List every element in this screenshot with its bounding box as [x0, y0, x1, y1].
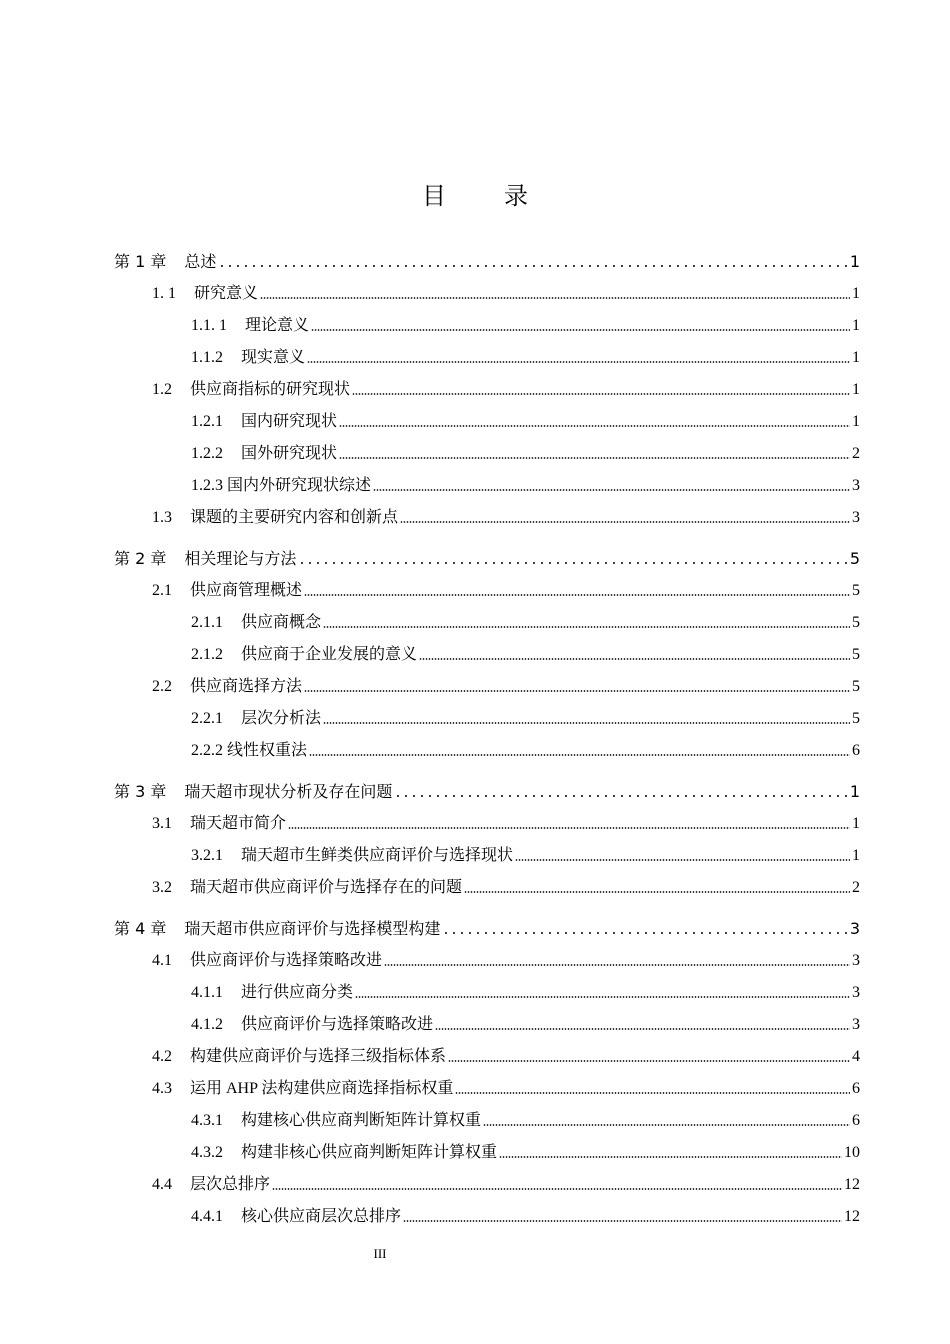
dot-leader [373, 488, 850, 492]
toc-entry-page: 2 [852, 445, 860, 462]
dot-leader [307, 360, 850, 364]
toc-section-entry[interactable] [152, 810, 860, 834]
toc-entry-page: 1 [852, 381, 860, 398]
dot-leader [499, 1155, 842, 1159]
dot-leader [442, 931, 847, 935]
toc-entry-page: 3 [852, 477, 860, 494]
toc-entry-number: 4.1 [152, 952, 172, 969]
toc-entry-title: 供应商选择方法 [190, 678, 303, 695]
toc-entry-label [114, 782, 392, 802]
toc-entry-title: 运用 AHP 法构建供应商选择指标权重 [190, 1080, 454, 1097]
toc-entry-page: 4 [852, 1048, 860, 1065]
toc-subsection-entry[interactable] [191, 1011, 860, 1035]
toc-entry-label [152, 380, 350, 400]
toc-chapter-entry[interactable] [114, 915, 860, 939]
title-char-2: 录 [504, 184, 528, 210]
toc-entry-label [152, 951, 382, 971]
dot-leader [355, 995, 850, 999]
page-number: III [373, 1246, 387, 1261]
toc-entry-page: 1 [852, 413, 860, 430]
toc-entry-number: 2.1 [152, 582, 172, 599]
dot-leader [288, 826, 850, 830]
dot-leader [403, 1219, 842, 1223]
toc-entry-label [114, 549, 296, 569]
toc-entry-title: 构建核心供应商判断矩阵计算权重 [241, 1112, 482, 1129]
toc-entry-number: 1.1.2 [191, 349, 223, 366]
toc-section-entry[interactable] [152, 1043, 860, 1067]
toc-entry-number: 4.3.1 [191, 1112, 223, 1129]
toc-section-entry[interactable] [152, 673, 860, 697]
toc-entry-number: 第 4 章 [114, 919, 167, 938]
toc-chapter-entry[interactable] [114, 248, 860, 272]
toc-entry-label [152, 814, 286, 834]
toc-subsection-entry[interactable] [191, 472, 860, 496]
toc-entry-title: 瑞天超市简介 [190, 815, 287, 832]
toc-entry-title: 层次分析法 [241, 710, 322, 727]
toc-subsection-entry[interactable] [191, 737, 860, 761]
toc-entry-label [152, 878, 462, 898]
toc-entry-number: 1.2.1 [191, 413, 223, 430]
title-char-1: 目 [422, 184, 446, 210]
toc-entry-title: 瑞天超市生鲜类供应商评价与选择现状 [241, 847, 514, 864]
toc-entry-label [191, 1143, 497, 1163]
toc-section-entry[interactable] [152, 1075, 860, 1099]
toc-entry-page: 1 [849, 782, 860, 801]
toc-entry-number: 第 3 章 [114, 782, 167, 801]
toc-entry-page: 3 [852, 509, 860, 526]
toc-entry-title: 总述 [184, 252, 217, 271]
toc-section-entry[interactable] [152, 280, 860, 304]
toc-entry-title: 构建供应商评价与选择三级指标体系 [190, 1048, 447, 1065]
toc-entry-title: 瑞天超市供应商评价与选择存在的问题 [190, 879, 463, 896]
toc-entry-label [191, 476, 371, 496]
toc-entry-page: 12 [844, 1176, 860, 1193]
toc-entry-label [191, 316, 309, 336]
toc-entry-label [152, 581, 302, 601]
toc-entry-label [191, 348, 305, 368]
toc-entry-label [152, 508, 398, 528]
toc-entry-page: 5 [852, 582, 860, 599]
toc-entry-label [152, 677, 302, 697]
toc-entry-page: 2 [852, 879, 860, 896]
toc-entry-page: 6 [852, 1080, 860, 1097]
toc-entry-number: 2.2.1 [191, 710, 223, 727]
toc-entry-title: 核心供应商层次总排序 [241, 1208, 402, 1225]
toc-entry-label [114, 919, 440, 939]
toc-entry-number: 1.2.2 [191, 445, 223, 462]
toc-entry-label [191, 709, 321, 729]
dot-leader [435, 1027, 850, 1031]
toc-entry-title: 理论意义 [245, 317, 310, 334]
toc-entry-title: 瑞天超市供应商评价与选择模型构建 [184, 919, 441, 938]
toc-entry-number: 1.2 [152, 381, 172, 398]
toc-entry-title: 研究意义 [194, 285, 259, 302]
toc-entry-number: 1.1. 1 [191, 317, 227, 334]
toc-entry-label [191, 645, 417, 665]
dot-leader [323, 625, 850, 629]
toc-subsection-entry[interactable] [191, 609, 860, 633]
toc-entry-label [152, 1175, 270, 1195]
dot-leader [339, 424, 850, 428]
toc-entry-label [152, 1047, 446, 1067]
toc-entry-number: 2.1.1 [191, 614, 223, 631]
toc-subsection-entry[interactable] [191, 1203, 860, 1227]
toc-entry-page: 1 [852, 349, 860, 366]
toc-section-entry[interactable] [152, 947, 860, 971]
toc-subsection-entry[interactable] [191, 1139, 860, 1163]
toc-entry-page: 1 [852, 317, 860, 334]
toc-entry-page: 1 [849, 252, 860, 271]
toc-entry-title: 供应商指标的研究现状 [190, 381, 351, 398]
toc-section-entry[interactable] [152, 1171, 860, 1195]
toc-subsection-entry[interactable] [191, 1107, 860, 1131]
toc-entry-label [152, 284, 258, 304]
toc-subsection-entry[interactable] [191, 842, 860, 866]
toc-entry-number: 4.4.1 [191, 1208, 223, 1225]
toc-entry-label [191, 1111, 481, 1131]
toc-entry-label [114, 252, 216, 272]
toc-entry-page: 6 [852, 742, 860, 759]
toc-subsection-entry[interactable] [191, 705, 860, 729]
dot-leader [483, 1123, 850, 1127]
dot-leader [304, 689, 850, 693]
toc-entry-page: 1 [852, 815, 860, 832]
toc-section-entry[interactable] [152, 577, 860, 601]
toc-entry-title: 1.2.3 国内外研究现状综述 [191, 477, 372, 494]
toc-entry-number: 1. 1 [152, 285, 176, 302]
toc-entry-label [191, 741, 307, 761]
toc-entry-title: 供应商评价与选择策略改进 [190, 952, 383, 969]
dot-leader [339, 456, 850, 460]
toc-entry-title: 相关理论与方法 [184, 549, 297, 568]
toc-entry-page: 12 [844, 1208, 860, 1225]
toc-subsection-entry[interactable] [191, 312, 860, 336]
toc-entry-page: 5 [852, 710, 860, 727]
toc-entry-page: 3 [849, 919, 860, 938]
dot-leader [260, 296, 850, 300]
toc-entry-number: 4.2 [152, 1048, 172, 1065]
toc-chapter-entry[interactable] [114, 545, 860, 569]
toc-entry-title: 国外研究现状 [241, 445, 338, 462]
toc-entry-label [191, 1015, 433, 1035]
toc-entry-number: 1.3 [152, 509, 172, 526]
toc-entry-number: 4.1.2 [191, 1016, 223, 1033]
toc-entry-title: 2.2.2 线性权重法 [191, 742, 308, 759]
toc-entry-label [191, 983, 353, 1003]
toc-section-entry[interactable] [152, 376, 860, 400]
dot-leader [515, 858, 850, 862]
toc-entry-number: 4.3 [152, 1080, 172, 1097]
toc-entry-page: 6 [852, 1112, 860, 1129]
dot-leader [309, 753, 850, 757]
toc-entry-title: 供应商于企业发展的意义 [241, 646, 418, 663]
toc-entry-number: 3.2 [152, 879, 172, 896]
dot-leader [352, 392, 850, 396]
dot-leader [298, 561, 847, 565]
toc-subsection-entry[interactable] [191, 979, 860, 1003]
toc-chapter-entry[interactable] [114, 778, 860, 802]
toc-entry-label [191, 613, 321, 633]
toc-subsection-entry[interactable] [191, 408, 860, 432]
toc-subsection-entry[interactable] [191, 440, 860, 464]
toc-entry-page: 3 [852, 984, 860, 1001]
toc-entry-number: 4.1.1 [191, 984, 223, 1001]
toc-entry-page: 5 [852, 646, 860, 663]
dot-leader [272, 1187, 842, 1191]
toc-entry-label [191, 412, 337, 432]
toc-entry-number: 3.2.1 [191, 847, 223, 864]
dot-leader [455, 1091, 850, 1095]
toc-entry-title: 构建非核心供应商判断矩阵计算权重 [241, 1144, 498, 1161]
toc-entry-title: 供应商概念 [241, 614, 322, 631]
toc-entry-title: 层次总排序 [190, 1176, 271, 1193]
toc-entry-number: 2.1.2 [191, 646, 223, 663]
toc-entry-page: 1 [852, 285, 860, 302]
dot-leader [464, 890, 850, 894]
toc-entry-label [191, 846, 513, 866]
toc-entry-title: 进行供应商分类 [241, 984, 354, 1001]
toc-subsection-entry[interactable] [191, 641, 860, 665]
toc-entry-page: 5 [849, 549, 860, 568]
toc-entry-page: 5 [852, 678, 860, 695]
toc-entry-page: 10 [844, 1144, 860, 1161]
dot-leader [394, 794, 847, 798]
dot-leader [448, 1059, 850, 1063]
toc-entry-page: 3 [852, 952, 860, 969]
toc-entry-label [191, 444, 337, 464]
toc-entry-page: 3 [852, 1016, 860, 1033]
toc-entry-label [191, 1207, 401, 1227]
toc-entry-number: 2.2 [152, 678, 172, 695]
toc-section-entry[interactable] [152, 504, 860, 528]
toc-entry-number: 4.3.2 [191, 1144, 223, 1161]
dot-leader [304, 593, 850, 597]
toc-entry-title: 供应商管理概述 [190, 582, 303, 599]
dot-leader [311, 328, 850, 332]
dot-leader [419, 657, 850, 661]
toc-entry-page: 1 [852, 847, 860, 864]
dot-leader [218, 264, 847, 268]
dot-leader [400, 520, 850, 524]
dot-leader [323, 721, 850, 725]
toc-entry-page: 5 [852, 614, 860, 631]
toc-entry-title: 课题的主要研究内容和创新点 [190, 509, 399, 526]
toc-entry-title: 国内研究现状 [241, 413, 338, 430]
toc-entry-number: 3.1 [152, 815, 172, 832]
toc-entry-title: 供应商评价与选择策略改进 [241, 1016, 434, 1033]
dot-leader [384, 963, 850, 967]
toc-entry-number: 4.4 [152, 1176, 172, 1193]
toc-entry-number: 第 1 章 [114, 252, 167, 271]
toc-entry-title: 瑞天超市现状分析及存在问题 [184, 782, 393, 801]
toc-entry-title: 现实意义 [241, 349, 306, 366]
toc-entry-number: 第 2 章 [114, 549, 167, 568]
toc-section-entry[interactable] [152, 874, 860, 898]
toc-entry-label [152, 1079, 453, 1099]
toc-subsection-entry[interactable] [191, 344, 860, 368]
